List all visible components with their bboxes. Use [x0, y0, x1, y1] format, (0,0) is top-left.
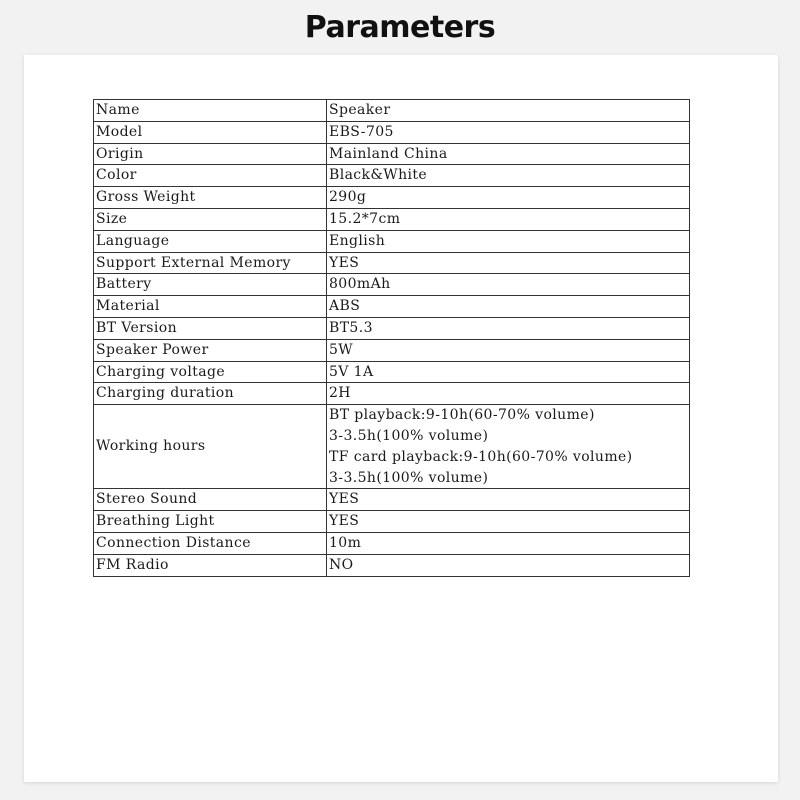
parameter-value-line: English: [329, 232, 386, 249]
parameter-value-line: BT5.3: [329, 319, 373, 336]
parameter-name-cell: Speaker Power: [94, 339, 327, 361]
table-row: [94, 100, 690, 122]
table-row: [94, 143, 690, 165]
parameter-value-line: ABS: [329, 298, 361, 315]
parameter-value-cell: [327, 489, 690, 511]
parameter-value-cell: [327, 230, 690, 252]
parameter-value-cell: [327, 274, 690, 296]
parameter-name-cell: Model: [94, 121, 327, 143]
parameter-value-line: YES: [329, 254, 360, 271]
parameter-name-cell: Stereo Sound: [94, 489, 327, 511]
parameter-value-cell: [327, 296, 690, 318]
parameter-value-line: 290g: [329, 189, 367, 206]
parameter-name-cell: Gross Weight: [94, 187, 327, 209]
table-row: [94, 208, 690, 230]
parameter-value-line: 5V 1A: [329, 363, 374, 380]
table-row: [94, 296, 690, 318]
parameter-value-line: 800mAh: [329, 276, 391, 293]
page-title: Parameters: [304, 10, 496, 45]
table-row: [94, 532, 690, 554]
parameter-value-line: 5W: [329, 341, 354, 358]
table-row: [94, 489, 690, 511]
table-row: [94, 187, 690, 209]
parameter-name-cell: Working hours: [94, 405, 327, 489]
parameter-value-cell: [327, 208, 690, 230]
parameter-value-line: Black&White: [329, 167, 428, 184]
parameter-name-cell: Charging duration: [94, 383, 327, 405]
parameter-value-cell: [327, 252, 690, 274]
parameter-value-line: NO: [329, 556, 354, 573]
parameter-value-cell: [327, 532, 690, 554]
table-row: [94, 405, 690, 489]
parameter-name-cell: Breathing Light: [94, 511, 327, 533]
parameter-value-cell: [327, 143, 690, 165]
parameter-value-cell: [327, 383, 690, 405]
parameter-name-cell: BT Version: [94, 317, 327, 339]
parameter-value-line: Mainland China: [329, 145, 448, 162]
parameter-value-line: YES: [329, 491, 360, 508]
table-row: [94, 252, 690, 274]
table-row: [94, 554, 690, 576]
parameter-value-cell: [327, 339, 690, 361]
parameter-value-line: 3-3.5h(100% volume): [329, 427, 489, 444]
parameter-name-cell: Support External Memory: [94, 252, 327, 274]
parameter-value-cell: [327, 317, 690, 339]
parameter-value-cell: [327, 165, 690, 187]
parameter-name-cell: Charging voltage: [94, 361, 327, 383]
parameter-name-cell: FM Radio: [94, 554, 327, 576]
table-row: [94, 511, 690, 533]
table-row: [94, 339, 690, 361]
parameters-table: [93, 99, 690, 577]
parameter-value-cell: [327, 511, 690, 533]
parameter-value-cell: [327, 405, 690, 489]
parameter-name-cell: Material: [94, 296, 327, 318]
parameter-value-cell: [327, 361, 690, 383]
parameter-value-line: 2H: [329, 385, 351, 402]
parameter-value-cell: [327, 121, 690, 143]
parameter-name-cell: Size: [94, 208, 327, 230]
parameter-name-cell: Origin: [94, 143, 327, 165]
parameter-name-cell: Color: [94, 165, 327, 187]
parameter-value-cell: [327, 100, 690, 122]
parameter-value-line: YES: [329, 513, 360, 530]
parameter-name-cell: Battery: [94, 274, 327, 296]
table-row: [94, 121, 690, 143]
parameter-value-cell: [327, 187, 690, 209]
parameters-table-body: [94, 100, 690, 577]
parameter-value-cell: [327, 554, 690, 576]
parameter-value-line: BT playback:9-10h(60-70% volume): [329, 407, 595, 424]
parameter-value-line: 15.2*7cm: [329, 210, 401, 227]
parameter-value-line: TF card playback:9-10h(60-70% volume): [329, 448, 633, 465]
table-row: [94, 165, 690, 187]
parameters-card: [24, 55, 778, 782]
parameter-value-line: EBS-705: [329, 123, 394, 140]
table-row: [94, 361, 690, 383]
parameter-value-line: Speaker: [329, 102, 391, 118]
parameter-name-cell: Connection Distance: [94, 532, 327, 554]
parameter-name-cell: Name: [94, 100, 327, 122]
table-row: [94, 230, 690, 252]
table-row: [94, 383, 690, 405]
parameter-value-line: 3-3.5h(100% volume): [329, 469, 489, 486]
parameter-value-line: 10m: [329, 534, 362, 551]
table-row: [94, 317, 690, 339]
table-row: [94, 274, 690, 296]
parameter-name-cell: Language: [94, 230, 327, 252]
